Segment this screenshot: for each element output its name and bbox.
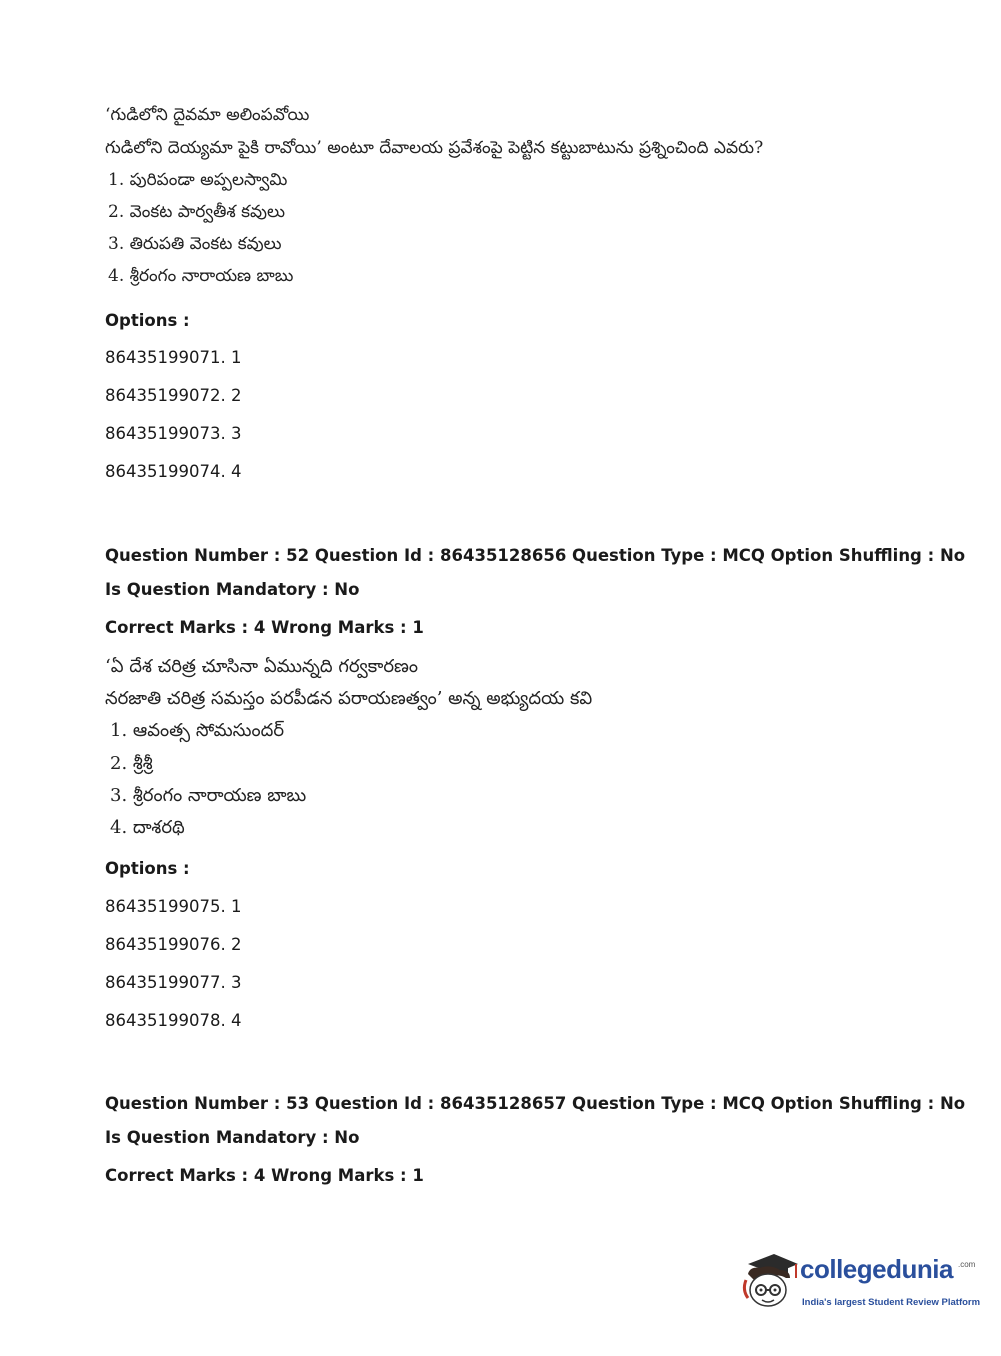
option-id: 86435199074. 4 xyxy=(105,462,242,481)
question-text-line: నరజాతి చరిత్ర సమస్తం పరపీడన పరాయణత్వం’ అన్న అభ్యుదయ కవి xyxy=(105,688,593,709)
logo-wordmark: collegedunia xyxy=(800,1254,953,1284)
choice-item: 1. ఆవంత్స సోమసుందర్ xyxy=(110,720,285,741)
option-id: 86435199073. 3 xyxy=(105,424,242,443)
question-header: Question Number : 52 Question Id : 86435128656 Question Type : MCQ Option Shuffling : No xyxy=(105,546,966,565)
choice-item: 2. శ్రీశ్రీ xyxy=(110,753,153,774)
question-marks: Correct Marks : 4 Wrong Marks : 1 xyxy=(105,1166,424,1185)
choice-item: 4. శ్రీరంగం నారాయణ బాబు xyxy=(108,266,294,286)
collegedunia-logo xyxy=(740,1250,980,1320)
mascot-icon xyxy=(740,1250,800,1312)
option-id: 86435199075. 1 xyxy=(105,897,242,916)
options-label: Options : xyxy=(105,859,190,878)
question-mandatory: Is Question Mandatory : No xyxy=(105,1128,360,1147)
choice-item: 2. వెంకట పార్వతీశ కవులు xyxy=(108,202,285,222)
choice-item: 3. శ్రీరంగం నారాయణ బాబు xyxy=(110,785,307,806)
logo-tagline: India's largest Student Review Platform xyxy=(802,1297,981,1308)
option-id: 86435199072. 2 xyxy=(105,386,242,405)
option-id: 86435199077. 3 xyxy=(105,973,242,992)
question-text-line: గుడిలోని దెయ్యమా పైకి రావోయి’ అంటూ దేవాలయ ప్రవేశంపై పెట్టిన కట్టుబాటును ప్రశ్నించింది ఎవరు? xyxy=(105,138,764,158)
option-id: 86435199071. 1 xyxy=(105,348,242,367)
options-label: Options : xyxy=(105,311,190,330)
question-text-line: ‘ఏ దేశ చరిత్ర చూసినా ఏమున్నది గర్వకారణం xyxy=(105,656,419,677)
choice-item: 3. తిరుపతి వెంకట కవులు xyxy=(108,234,282,254)
question-text-line: ‘గుడిలోని దైవమా అలింపవోయి xyxy=(105,105,310,125)
choice-item: 1. పురిపండా అప్పలస్వామి xyxy=(108,170,288,190)
option-id: 86435199078. 4 xyxy=(105,1011,242,1030)
question-header: Question Number : 53 Question Id : 86435128657 Question Type : MCQ Option Shuffling : No xyxy=(105,1094,966,1113)
logo-suffix: .com xyxy=(958,1260,976,1269)
option-id: 86435199076. 2 xyxy=(105,935,242,954)
question-marks: Correct Marks : 4 Wrong Marks : 1 xyxy=(105,618,424,637)
question-mandatory: Is Question Mandatory : No xyxy=(105,580,360,599)
choice-item: 4. దాశరథి xyxy=(110,817,185,838)
